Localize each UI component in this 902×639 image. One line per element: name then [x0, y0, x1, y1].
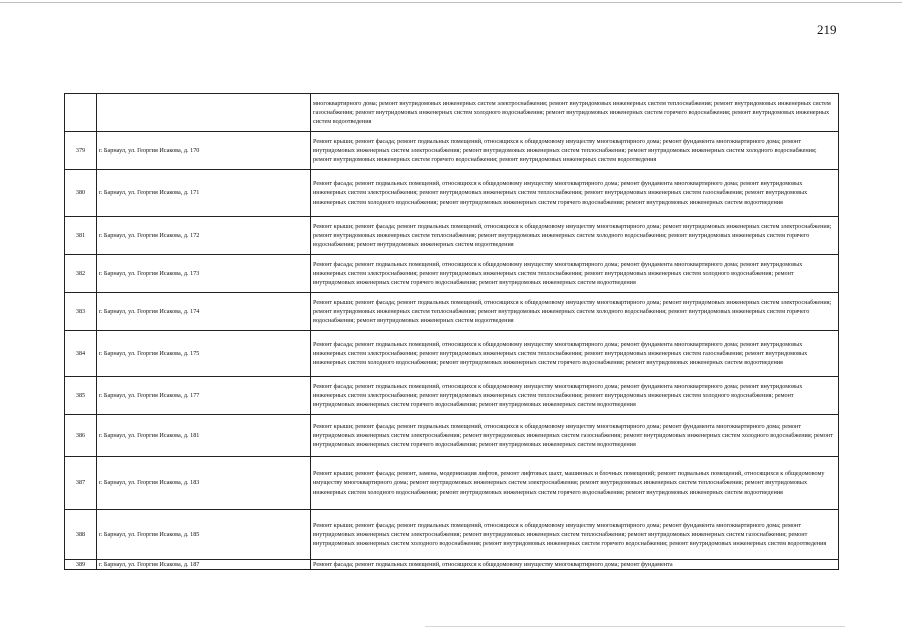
row-number: 383 — [65, 293, 97, 331]
row-address: г. Барнаул, ул. Георгия Исакова, д. 187 — [97, 560, 311, 570]
row-works: Ремонт фасада; ремонт подвальных помещений, относящихся к общедомовому имуществу многоквартирного дома; ремонт фундамента многоквартирного дома; ремонт внутридомовых инженерных систем электроснабжения; ремонт внутридомовых инженерных систем теплоснабжения; ремонт внутридомовых инженерных систем газоснабжения; ремонт внутридомовых инженерных систем холодного водоснабжения; ремонт внутридомовых инженерных систем горячего водоснабжения; ремонт внутридомовых инженерных систем водоотведения — [311, 331, 839, 377]
table-row — [65, 94, 839, 132]
row-address: г. Барнаул, ул. Георгия Исакова, д. 175 — [97, 331, 311, 377]
row-address: г. Барнаул, ул. Георгия Исакова, д. 170 — [97, 132, 311, 170]
row-number: 387 — [65, 457, 97, 510]
row-address: г. Барнаул, ул. Георгия Исакова, д. 181 — [97, 415, 311, 457]
table-row — [65, 293, 839, 331]
row-works: Ремонт фасада; ремонт подвальных помещений, относящихся к общедомовому имуществу многоквартирного дома; ремонт фундамента многоквартирного дома; ремонт внутридомовых инженерных систем электроснабжения; ремонт внутридомовых инженерных систем теплоснабжения; ремонт внутридомовых инженерных систем газоснабжения; ремонт внутридомовых инженерных систем холодного водоснабжения; ремонт внутридомовых инженерных систем горячего водоснабжения; ремонт внутридомовых инженерных систем водоотведения — [311, 170, 839, 217]
bottom-scan-rule — [425, 626, 845, 627]
table-row — [65, 560, 839, 570]
row-number: 389 — [65, 560, 97, 570]
table-row — [65, 331, 839, 377]
row-works: Ремонт фасада; ремонт подвальных помещений, относящихся к общедомовому имуществу многоквартирного дома; ремонт фундамента — [311, 560, 839, 570]
row-works: Ремонт фасада; ремонт подвальных помещений, относящихся к общедомовому имуществу многоквартирного дома; ремонт фундамента многоквартирного дома; ремонт внутридомовых инженерных систем электроснабжения; ремонт внутридомовых инженерных систем теплоснабжения; ремонт внутридомовых инженерных систем холодного водоснабжения; ремонт внутридомовых инженерных систем горячего водоснабжения; ремонт внутридомовых инженерных систем водоотведения — [311, 377, 839, 415]
table-row — [65, 377, 839, 415]
row-works: Ремонт крыши; ремонт фасада; ремонт подвальных помещений, относящихся к общедомовому имуществу многоквартирного дома; ремонт фундамента многоквартирного дома; ремонт внутридомовых инженерных систем электроснабжения; ремонт внутридомовых инженерных систем теплоснабжения; ремонт внутридомовых инженерных систем холодного водоснабжения; ремонт внутридомовых инженерных систем горячего водоснабжения; ремонт внутридомовых инженерных систем водоотведения — [311, 132, 839, 170]
table-row — [65, 255, 839, 293]
table-row — [65, 170, 839, 217]
row-number: 380 — [65, 170, 97, 217]
top-scan-rule — [0, 2, 902, 3]
row-number — [65, 94, 97, 132]
table-row — [65, 132, 839, 170]
works-table — [64, 93, 839, 570]
page-number: 219 — [817, 22, 837, 37]
row-address: г. Барнаул, ул. Георгия Исакова, д. 183 — [97, 457, 311, 510]
row-number: 384 — [65, 331, 97, 377]
table-row — [65, 510, 839, 560]
row-address: г. Барнаул, ул. Георгия Исакова, д. 185 — [97, 510, 311, 560]
row-address: г. Барнаул, ул. Георгия Исакова, д. 171 — [97, 170, 311, 217]
row-works: Ремонт крыши; ремонт фасада; ремонт подвальных помещений, относящихся к общедомовому имуществу многоквартирного дома; ремонт фундамента многоквартирного дома; ремонт внутридомовых инженерных систем электроснабжения; ремонт внутридомовых инженерных систем газоснабжения; ремонт внутридомовых инженерных систем холодного водоснабжения; ремонт внутридомовых инженерных систем горячего водоснабжения; ремонт внутридомовых инженерных систем водоотведения — [311, 415, 839, 457]
row-number: 381 — [65, 217, 97, 255]
table-row — [65, 457, 839, 510]
row-works: Ремонт крыши; ремонт фасада; ремонт, замена, модернизация лифтов, ремонт лифтовых шахт, машинных и блочных помещений; ремонт подвальных помещений, относящихся к общедомовому имуществу многоквартирного дома; ремонт внутридомовых инженерных систем электроснабжения; ремонт внутридомовых инженерных систем теплоснабжения; ремонт внутридомовых инженерных систем холодного водоснабжения; ремонт внутридомовых инженерных систем горячего водоснабжения; ремонт внутридомовых инженерных систем водоотведения — [311, 457, 839, 510]
row-address: г. Барнаул, ул. Георгия Исакова, д. 174 — [97, 293, 311, 331]
table-row — [65, 217, 839, 255]
row-address: г. Барнаул, ул. Георгия Исакова, д. 177 — [97, 377, 311, 415]
row-works: Ремонт крыши; ремонт фасада; ремонт подвальных помещений, относящихся к общедомовому имуществу многоквартирного дома; ремонт фундамента многоквартирного дома; ремонт внутридомовых инженерных систем электроснабжения; ремонт внутридомовых инженерных систем теплоснабжения; ремонт внутридомовых инженерных систем газоснабжения; ремонт внутридомовых инженерных систем холодного водоснабжения; ремонт внутридомовых инженерных систем горячего водоснабжения; ремонт внутридомовых инженерных систем водоотведения — [311, 510, 839, 560]
row-address: г. Барнаул, ул. Георгия Исакова, д. 172 — [97, 217, 311, 255]
row-number: 385 — [65, 377, 97, 415]
row-address — [97, 94, 311, 132]
row-number: 382 — [65, 255, 97, 293]
row-works: Ремонт фасада; ремонт подвальных помещений, относящихся к общедомовому имуществу многоквартирного дома; ремонт фундамента многоквартирного дома; ремонт внутридомовых инженерных систем электроснабжения; ремонт внутридомовых инженерных систем теплоснабжения; ремонт внутридомовых инженерных систем холодного водоснабжения; ремонт внутридомовых инженерных систем горячего водоснабжения; ремонт внутридомовых инженерных систем водоотведения — [311, 255, 839, 293]
row-number: 379 — [65, 132, 97, 170]
row-address: г. Барнаул, ул. Георгия Исакова, д. 173 — [97, 255, 311, 293]
row-works: Ремонт крыши; ремонт фасада; ремонт подвальных помещений, относящихся к общедомовому имуществу многоквартирного дома; ремонт внутридомовых инженерных систем электроснабжения; ремонт внутридомовых инженерных систем теплоснабжения; ремонт внутридомовых инженерных систем холодного водоснабжения; ремонт внутридомовых инженерных систем горячего водоснабжения; ремонт внутридомовых инженерных систем водоотведения — [311, 293, 839, 331]
row-works: Ремонт крыши; ремонт фасада; ремонт подвальных помещений, относящихся к общедомовому имуществу многоквартирного дома; ремонт внутридомовых инженерных систем электроснабжения; ремонт внутридомовых инженерных систем теплоснабжения; ремонт внутридомовых инженерных систем холодного водоснабжения; ремонт внутридомовых инженерных систем горячего водоснабжения; ремонт внутридомовых инженерных систем водоотведения — [311, 217, 839, 255]
row-works: многоквартирного дома; ремонт внутридомовых инженерных систем электроснабжения; ремонт внутридомовых инженерных систем теплоснабжения; ремонт внутридомовых инженерных систем газоснабжения; ремонт внутридомовых инженерных систем холодного водоснабжения; ремонт внутридомовых инженерных систем горячего водоснабжения; ремонт внутридомовых инженерных систем водоотведения — [311, 94, 839, 132]
table-row — [65, 415, 839, 457]
row-number: 386 — [65, 415, 97, 457]
row-number: 388 — [65, 510, 97, 560]
